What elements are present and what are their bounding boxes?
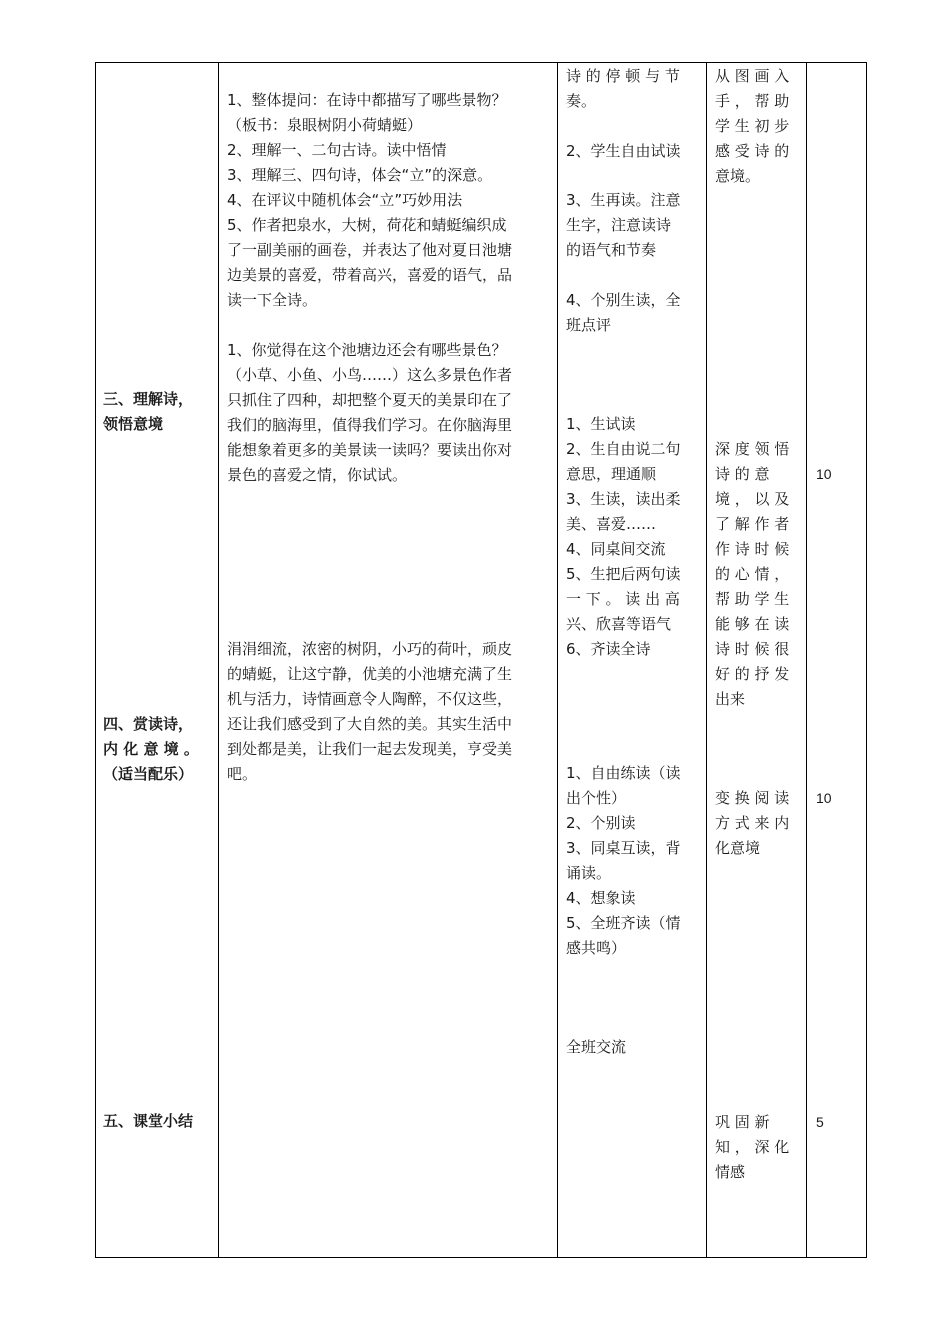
- teacher-activity-block: 1、整体提问：在诗中都描写了哪些景物？ （板书：泉眼树阴小荷蜻蜓） 2、理解一、二句古诗。读中悟情 3、理解三、四句诗，体会“立”的深意。 4、在评议中随机体会“立”巧妙用法 5、作者把泉水，大树，荷花和蜻蜓编织成 了一副美丽的画卷，并表达了他对夏日池塘 边美景的喜爱，带着高兴，喜爱的语气，品 读一下全诗。: [227, 91, 513, 309]
- student-activity-block: 诗 的 停 顿 与 节 奏。: [566, 67, 680, 110]
- table-col-border: [95, 62, 96, 1258]
- student-activity-block: 全班交流: [566, 1038, 627, 1056]
- table-col-border: [806, 62, 807, 1258]
- time-value: 10: [816, 790, 832, 806]
- design-intent-block: 变 换 阅 读 方 式 来 内 化意境: [715, 789, 790, 857]
- section-heading: 四、赏读诗， 内 化 意 境 。 （适当配乐）: [103, 715, 199, 783]
- design-intent-block: 从 图 画 入 手 ， 帮 助 学 生 初 步 感 受 诗 的 意境。: [715, 67, 790, 185]
- design-intent-block: 巩 固 新 知 ， 深 化 情感: [715, 1113, 790, 1181]
- student-activity-block: 1、自由练读（读 出个性） 2、个别读 3、同桌互读，背 诵读。 4、想象读 5、全班齐读（情 感共鸣）: [566, 764, 681, 957]
- teacher-activity-block: 1、你觉得在这个池塘边还会有哪些景色？ （小草、小鱼、小鸟……）这么多景色作者 只抓住了四种，却把整个夏天的美景印在了 我们的脑海里，值得我们学习。在你脑海里 能想象着更多的美景读一读吗？要读出你对 景色的喜爱之情，你试试。: [227, 341, 513, 484]
- table-top-border: [95, 62, 867, 63]
- teacher-activity-block: 涓涓细流，浓密的树阴，小巧的荷叶，顽皮 的蜻蜓，让这宁静，优美的小池塘充满了生 机与活力，诗情画意令人陶醉，不仅这些， 还让我们感受到了大自然的美。其实生活中 到处都是美，让我们一起去发现美，亨受美 吧。: [227, 640, 513, 783]
- time-value: 10: [816, 466, 832, 482]
- table-col-border: [866, 62, 867, 1258]
- section-heading: 五、课堂小结: [103, 1112, 194, 1130]
- table-col-border: [218, 62, 219, 1258]
- student-activity-block: 2、学生自由试读: [566, 142, 681, 160]
- student-activity-block: 4、个别生读，全 班点评: [566, 291, 681, 334]
- table-bottom-border: [95, 1257, 867, 1258]
- student-activity-block: 3、生再读。注意 生字，注意读诗 的语气和节奏: [566, 191, 681, 259]
- time-value: 5: [816, 1114, 824, 1130]
- table-col-border: [557, 62, 558, 1258]
- table-col-border: [706, 62, 707, 1258]
- design-intent-block: 深 度 领 悟 诗 的 意 境 ， 以 及 了 解 作 者 作 诗 时 候 的 心 情 ， 帮 助 学 生 能 够 在 读 诗 时 候 很 好 的 抒 发 出来: [715, 440, 790, 708]
- section-heading: 三、理解诗， 领悟意境: [103, 390, 194, 433]
- student-activity-block: 1、生试读 2、生自由说二句 意思，理通顺 3、生读，读出柔 美、喜爱…… 4、同桌间交流 5、生把后两句读 一 下 。 读 出 高 兴、欣喜等语气 6、齐读全诗: [566, 415, 681, 658]
